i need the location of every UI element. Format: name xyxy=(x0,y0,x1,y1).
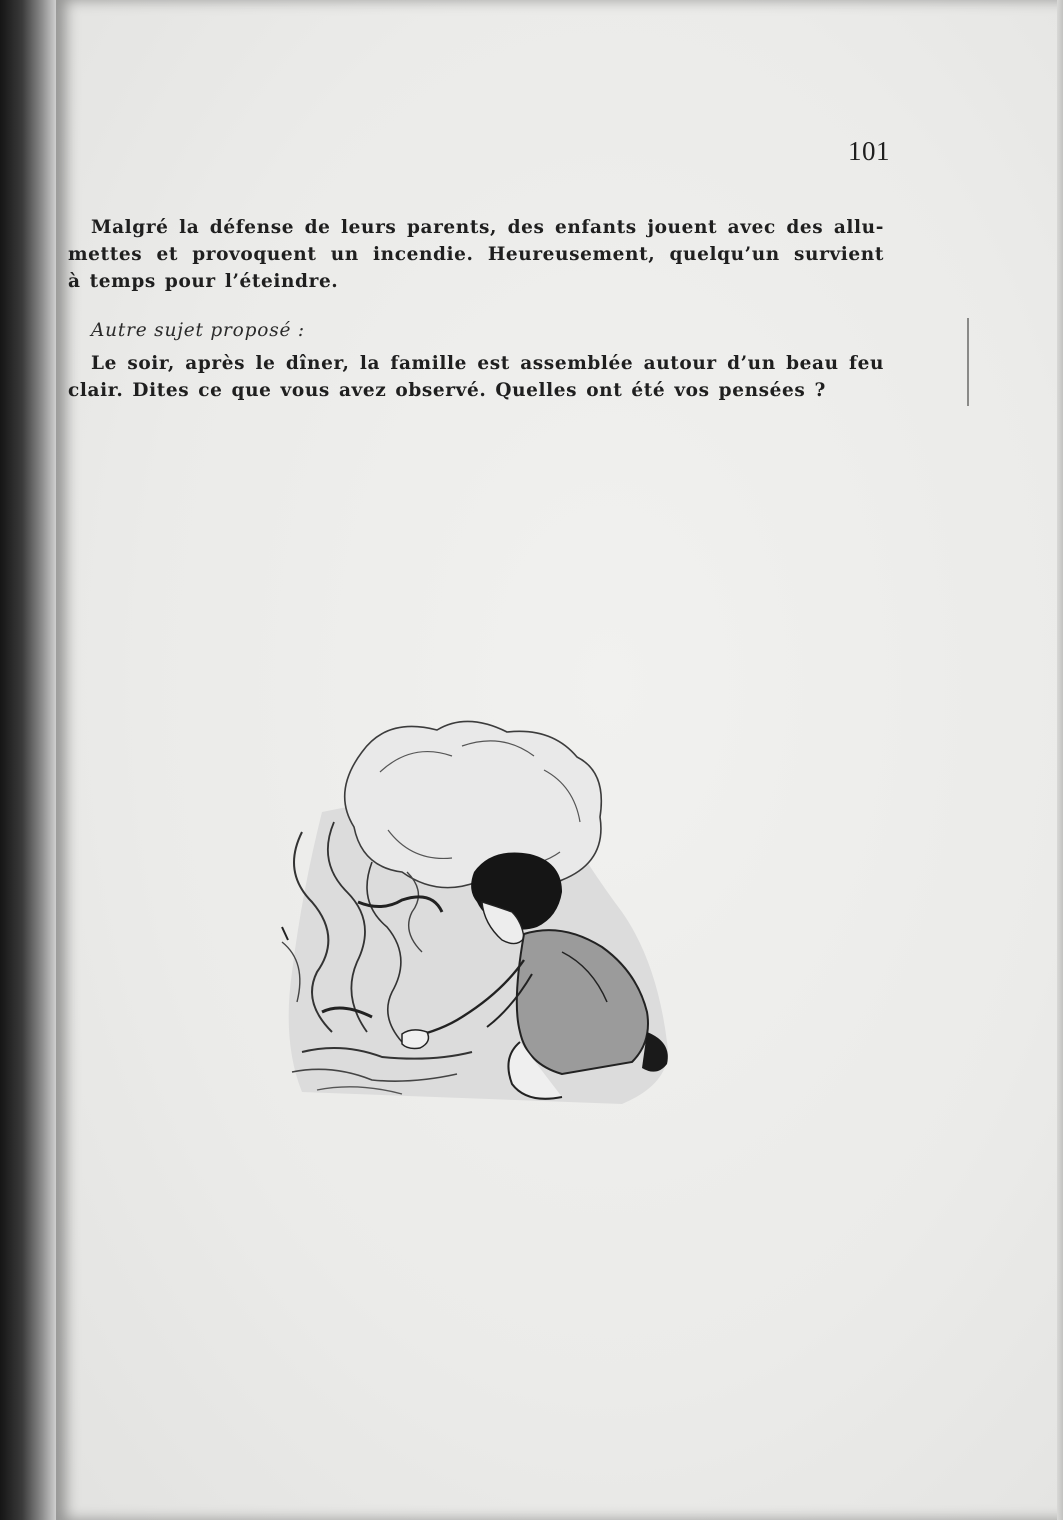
other-subject-heading: Autre sujet proposé : xyxy=(91,320,305,341)
margin-mark xyxy=(967,318,969,406)
page-number: 101 xyxy=(848,136,890,166)
child-playing-with-fire-illustration xyxy=(262,712,682,1112)
book-gutter xyxy=(0,0,64,1520)
subject-line: Malgré la défense de leurs parents, des enfants jouent avec des allu- xyxy=(91,217,884,238)
subject-paragraph xyxy=(68,214,884,295)
other-subject-line: clair. Dites ce que vous avez observé. Quelles ont été vos pensées ? xyxy=(68,380,826,401)
subject-line: à temps pour l’éteindre. xyxy=(68,271,339,292)
other-subject-line: Le soir, après le dîner, la famille est assemblée autour d’un beau feu xyxy=(91,353,884,374)
subject-line: mettes et provoquent un incendie. Heureusement, quelqu’un survient xyxy=(68,244,884,265)
page-edge xyxy=(1057,0,1063,1520)
other-subject-paragraph xyxy=(68,350,884,404)
